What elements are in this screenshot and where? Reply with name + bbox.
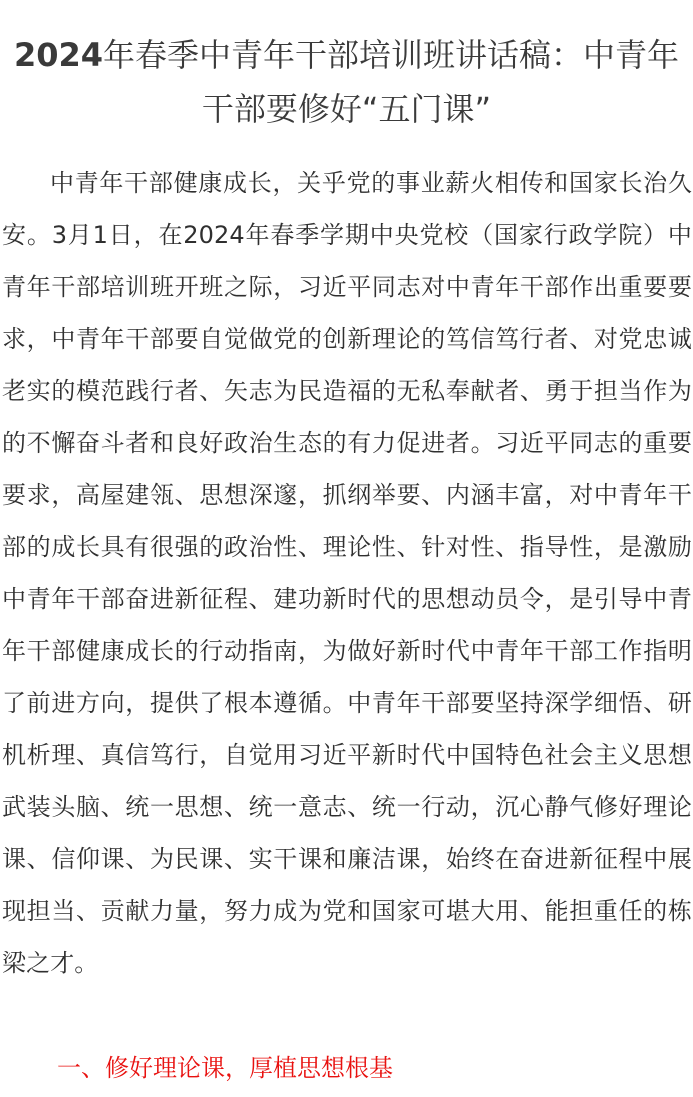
article-title xyxy=(0,28,693,136)
article-title-text: 年春季中青年干部培训班讲话稿：中青年干部要修好“五门课” xyxy=(103,36,680,128)
section-heading: 一、修好理论课，厚植思想根基 xyxy=(57,1054,393,1082)
article-title-year: 2024 xyxy=(13,36,104,74)
article-body-paragraph: 中青年干部健康成长，关乎党的事业薪火相传和国家长治久安。3月1日，在2024年春季学期中央党校（国家行政学院）中青年干部培训班开班之际，习近平同志对中青年干部作出重要要求，中青年干部要自觉做党的创新理论的笃信笃行者、对党忠诚老实的模范践行者、矢志为民造福的无私奉献者、勇于担当作为的不懈奋斗者和良好政治生态的有力促进者。习近平同志的重要要求，高屋建瓴、思想深邃，抓纲举要、内涵丰富，对中青年干部的成长具有很强的政治性、理论性、针对性、指导性，是激励中青年干部奋进新征程、建功新时代的思想动员令，是引导中青年干部健康成长的行动指南，为做好新时代中青年干部工作指明了前进方向，提供了根本遵循。中青年干部要坚持深学细悟、研机析理、真信笃行，自觉用习近平新时代中国特色社会主义思想武装头脑、统一思想、统一意志、统一行动，沉心静气修好理论课、信仰课、为民课、实干课和廉洁课，始终在奋进新征程中展现担当、贡献力量，努力成为党和国家可堪大用、能担重任的栋梁之才。 xyxy=(2,169,692,977)
